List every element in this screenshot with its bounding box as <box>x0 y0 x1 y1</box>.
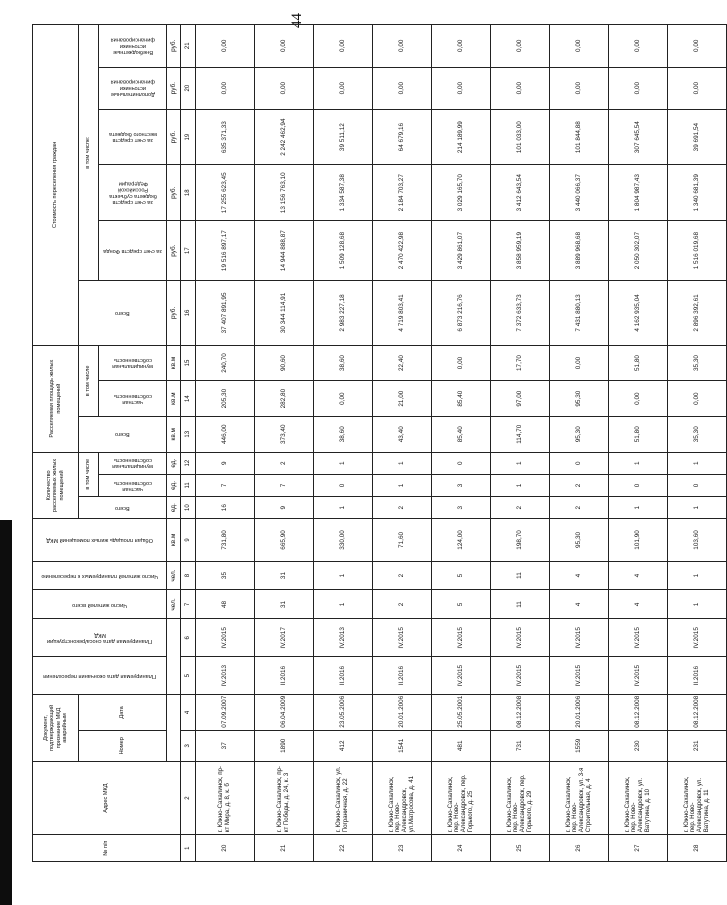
cell-a-priv: 282,80 <box>255 381 314 417</box>
column-number-cell: 5 <box>181 657 196 695</box>
cell-c-add: 0,00 <box>373 67 432 109</box>
unit-rub: руб. <box>167 67 181 109</box>
cell-r-tot: 1 <box>668 497 727 519</box>
cell-c-ext: 0,00 <box>373 25 432 68</box>
cell-a-mun: 35,30 <box>668 345 727 381</box>
header-area-total: Всего <box>79 416 167 452</box>
cell-a-mun: 0,00 <box>432 345 491 381</box>
header-planned-demolition: Планируемая дата сноса/реконструкции МКД <box>33 619 167 657</box>
column-number-cell: 15 <box>181 345 196 381</box>
cell-area-mkd: 330,00 <box>314 519 373 561</box>
cell-area-mkd: 103,60 <box>668 519 727 561</box>
cell-r-mun: 0 <box>550 452 609 474</box>
cell-c-tot: 4 162 935,04 <box>609 281 668 346</box>
cell-demol: IV.2015 <box>609 619 668 657</box>
column-number-cell: 6 <box>181 619 196 657</box>
header-area-private: частная собственность <box>99 381 167 417</box>
cell-c-reg: 1 804 987,43 <box>609 165 668 221</box>
cell-c-tot: 37 407 891,95 <box>196 281 255 346</box>
unit-people: чел. <box>167 561 181 590</box>
header-cost-incl: в том числе: <box>79 25 99 281</box>
cell-doc-date: 20.01.2006 <box>550 695 609 731</box>
header-area-group: Расселяемая площадь жилых помещений <box>33 345 79 452</box>
cell-doc-no: 230 <box>609 730 668 761</box>
cell-c-fund: 2 470 422,98 <box>373 221 432 281</box>
cell-r-tot: 9 <box>255 497 314 519</box>
cell-c-reg: 1 334 587,38 <box>314 165 373 221</box>
cell-a-priv: 205,30 <box>196 381 255 417</box>
cell-res-plan: 1 <box>314 561 373 590</box>
cell-res-all: 4 <box>609 590 668 619</box>
cell-r-mun: 1 <box>668 452 727 474</box>
header-cost-group: Стоимость переселения граждан <box>33 25 79 346</box>
cell-doc-no: 481 <box>432 730 491 761</box>
cell-c-add: 0,00 <box>491 67 550 109</box>
cell-a-tot: 43,40 <box>373 416 432 452</box>
cell-end: II.2016 <box>373 657 432 695</box>
cell-addr: г. Южно-Сахалинск, ул. Пограничная, д. 22 <box>314 761 373 834</box>
header-rooms-total: Всего <box>79 497 167 519</box>
cell-area-mkd: 101,90 <box>609 519 668 561</box>
cell-r-priv: 0 <box>609 474 668 496</box>
cell-c-ext: 0,00 <box>196 25 255 68</box>
cell-a-mun: 240,70 <box>196 345 255 381</box>
unit-rub: руб. <box>167 165 181 221</box>
cell-a-mun: 90,60 <box>255 345 314 381</box>
cell-r-priv: 7 <box>255 474 314 496</box>
table-row <box>432 25 491 862</box>
header-area-incl: в том числе <box>79 345 99 416</box>
cell-res-all: 48 <box>196 590 255 619</box>
cell-n: 23 <box>373 835 432 862</box>
column-number-cell: 10 <box>181 497 196 519</box>
cell-c-fund: 1 509 128,68 <box>314 221 373 281</box>
cell-c-fund: 2 050 302,07 <box>609 221 668 281</box>
column-number-cell: 2 <box>181 761 196 834</box>
page-number: 44 <box>289 13 305 28</box>
cell-r-mun: 1 <box>373 452 432 474</box>
cell-end: II.2016 <box>668 657 727 695</box>
cell-res-plan: 4 <box>550 561 609 590</box>
unit-rub: руб. <box>167 109 181 165</box>
cell-c-ext: 0,00 <box>491 25 550 68</box>
cell-c-loc: 39 511,12 <box>314 109 373 165</box>
header-residents-total: Число жителей всего <box>33 590 167 619</box>
cell-res-plan: 2 <box>373 561 432 590</box>
cell-c-ext: 0,00 <box>609 25 668 68</box>
cell-area-mkd: 731,80 <box>196 519 255 561</box>
cell-r-tot: 3 <box>432 497 491 519</box>
cell-a-tot: 51,80 <box>609 416 668 452</box>
unit-rub: руб. <box>167 25 181 68</box>
cell-a-mun: 22,40 <box>373 345 432 381</box>
unit-sqm: кв.м <box>167 416 181 452</box>
cell-end: IV.2015 <box>550 657 609 695</box>
cell-addr: г. Южно-Сахалинск, пер. Ново-Александровск, ул. Ватутина, д. 11 <box>668 761 727 834</box>
cell-res-all: 31 <box>255 590 314 619</box>
cell-end: IV.2015 <box>491 657 550 695</box>
cell-n: 28 <box>668 835 727 862</box>
cell-r-tot: 1 <box>314 497 373 519</box>
table-row <box>609 25 668 862</box>
header-doc-number: Номер <box>79 730 167 761</box>
column-number-cell: 12 <box>181 452 196 474</box>
cell-a-priv: 0,00 <box>668 381 727 417</box>
cell-c-loc: 214 189,99 <box>432 109 491 165</box>
header-rooms-group: Количество расселяемых жилых помещений <box>33 452 79 519</box>
cell-doc-no: 1541 <box>373 730 432 761</box>
cell-r-priv: 0 <box>314 474 373 496</box>
cell-c-loc: 635 371,33 <box>196 109 255 165</box>
cell-r-tot: 2 <box>373 497 432 519</box>
cell-doc-no: 1559 <box>550 730 609 761</box>
cell-end: II.2016 <box>255 657 314 695</box>
cell-a-tot: 114,70 <box>491 416 550 452</box>
cell-c-reg: 13 156 763,10 <box>255 165 314 221</box>
cell-c-ext: 0,00 <box>255 25 314 68</box>
cell-c-loc: 307 645,54 <box>609 109 668 165</box>
unit-sqm: кв.м <box>167 345 181 381</box>
header-rooms-municipal: муниципальная собственность <box>99 452 167 474</box>
table-row <box>491 25 550 862</box>
column-number-cell: 4 <box>181 695 196 731</box>
table-row <box>373 25 432 862</box>
cell-r-priv: 7 <box>196 474 255 496</box>
cell-a-priv: 97,00 <box>491 381 550 417</box>
cell-doc-date: 20.01.2006 <box>373 695 432 731</box>
cell-addr: г. Южно-Сахалинск, пер. Ново-Александровск, пер. Горького, д. 29 <box>491 761 550 834</box>
cell-r-tot: 1 <box>609 497 668 519</box>
cell-n: 27 <box>609 835 668 862</box>
cell-res-plan: 4 <box>609 561 668 590</box>
header-address: Адрес МКД <box>33 761 181 834</box>
cell-c-add: 0,00 <box>314 67 373 109</box>
cell-a-tot: 35,30 <box>668 416 727 452</box>
table-body <box>181 25 727 862</box>
cell-r-priv: 3 <box>432 474 491 496</box>
cell-c-ext: 0,00 <box>668 25 727 68</box>
cell-c-ext: 0,00 <box>550 25 609 68</box>
cell-addr: г. Южно-Сахалинск, пер. Ново-Александровск, пер. Горького, д. 25 <box>432 761 491 834</box>
cell-c-loc: 101 033,00 <box>491 109 550 165</box>
cell-a-mun: 0,00 <box>550 345 609 381</box>
cell-demol: IV.2015 <box>432 619 491 657</box>
cell-res-all: 1 <box>668 590 727 619</box>
cell-res-all: 11 <box>491 590 550 619</box>
cell-c-tot: 6 873 216,76 <box>432 281 491 346</box>
column-number-cell: 3 <box>181 730 196 761</box>
cell-c-fund: 3 858 959,19 <box>491 221 550 281</box>
cell-doc-no: 37 <box>196 730 255 761</box>
table-row <box>314 25 373 862</box>
column-number-row <box>181 25 196 862</box>
cell-r-priv: 1 <box>373 474 432 496</box>
cell-addr: г. Южно-Сахалинск, пер. Ново-Александровск, ул. Ватутина, д. 10 <box>609 761 668 834</box>
unit-rub: руб. <box>167 221 181 281</box>
cell-c-tot: 2 983 227,18 <box>314 281 373 346</box>
cell-a-mun: 17,70 <box>491 345 550 381</box>
cell-doc-no: 412 <box>314 730 373 761</box>
cell-r-mun: 1 <box>491 452 550 474</box>
column-number-cell: 9 <box>181 519 196 561</box>
rotated-table-wrapper <box>32 24 710 862</box>
cell-demol: IV.2015 <box>550 619 609 657</box>
cell-end: II.2016 <box>314 657 373 695</box>
cell-res-plan: 35 <box>196 561 255 590</box>
cell-res-plan: 11 <box>491 561 550 590</box>
cell-doc-no: 731 <box>491 730 550 761</box>
cell-c-loc: 64 679,16 <box>373 109 432 165</box>
table-header <box>33 25 181 862</box>
cell-c-tot: 30 344 114,91 <box>255 281 314 346</box>
column-number-cell: 19 <box>181 109 196 165</box>
cell-doc-date: 06.04.2009 <box>255 695 314 731</box>
cell-res-plan: 31 <box>255 561 314 590</box>
table-row <box>550 25 609 862</box>
cell-c-loc: 101 844,88 <box>550 109 609 165</box>
cell-n: 21 <box>255 835 314 862</box>
cell-doc-no: 231 <box>668 730 727 761</box>
cell-res-all: 1 <box>314 590 373 619</box>
cell-a-mun: 38,60 <box>314 345 373 381</box>
cell-n: 26 <box>550 835 609 862</box>
cell-r-priv: 1 <box>491 474 550 496</box>
cell-res-all: 4 <box>550 590 609 619</box>
header-residents-planned: Число жителей планируемых к переселению <box>33 561 167 590</box>
cell-a-tot: 95,30 <box>550 416 609 452</box>
cell-demol: IV.2017 <box>255 619 314 657</box>
cell-area-mkd: 95,30 <box>550 519 609 561</box>
cell-c-reg: 3 440 066,37 <box>550 165 609 221</box>
cell-r-mun: 2 <box>255 452 314 474</box>
cell-c-fund: 14 944 888,87 <box>255 221 314 281</box>
cell-a-priv: 0,00 <box>609 381 668 417</box>
column-number-cell: 1 <box>181 835 196 862</box>
column-number-cell: 8 <box>181 561 196 590</box>
units-empty-2 <box>167 619 181 695</box>
cell-a-tot: 38,60 <box>314 416 373 452</box>
cell-a-tot: 373,40 <box>255 416 314 452</box>
cell-c-tot: 4 719 803,41 <box>373 281 432 346</box>
column-number-cell: 7 <box>181 590 196 619</box>
cell-a-priv: 0,00 <box>314 381 373 417</box>
header-planned-end: Планируемая дата окончания переселения <box>33 657 167 695</box>
cell-c-fund: 19 516 897,17 <box>196 221 255 281</box>
cell-res-plan: 5 <box>432 561 491 590</box>
cell-demol: IV.2013 <box>314 619 373 657</box>
header-num: № п/п <box>33 835 181 862</box>
header-cost-additional: Дополнительные источники финансирования <box>99 67 167 109</box>
column-number-cell: 11 <box>181 474 196 496</box>
cell-r-priv: 2 <box>550 474 609 496</box>
table-row <box>255 25 314 862</box>
cell-c-ext: 0,00 <box>432 25 491 68</box>
column-number-cell: 20 <box>181 67 196 109</box>
cell-res-all: 5 <box>432 590 491 619</box>
cell-doc-date: 08.12.2008 <box>668 695 727 731</box>
cell-c-tot: 7 372 633,73 <box>491 281 550 346</box>
column-number-cell: 18 <box>181 165 196 221</box>
cell-c-tot: 7 431 880,13 <box>550 281 609 346</box>
units-empty <box>167 695 181 762</box>
cell-c-reg: 17 255 623,45 <box>196 165 255 221</box>
cell-a-priv: 95,30 <box>550 381 609 417</box>
cell-r-priv: 0 <box>668 474 727 496</box>
cell-c-add: 0,00 <box>255 67 314 109</box>
cell-a-priv: 21,00 <box>373 381 432 417</box>
cell-r-mun: 9 <box>196 452 255 474</box>
header-cost-total: Всего <box>79 281 167 346</box>
cell-c-reg: 3 412 643,54 <box>491 165 550 221</box>
cell-demol: IV.2015 <box>373 619 432 657</box>
unit-people: чел. <box>167 590 181 619</box>
cell-c-add: 0,00 <box>668 67 727 109</box>
cell-c-reg: 1 340 681,39 <box>668 165 727 221</box>
cell-doc-date: 08.12.2008 <box>609 695 668 731</box>
cell-demol: IV.2015 <box>491 619 550 657</box>
cell-r-tot: 2 <box>491 497 550 519</box>
cell-c-fund: 3 429 861,07 <box>432 221 491 281</box>
scan-edge-shadow <box>0 520 12 905</box>
cell-a-tot: 85,40 <box>432 416 491 452</box>
cell-c-ext: 0,00 <box>314 25 373 68</box>
cell-doc-date: 23.05.2006 <box>314 695 373 731</box>
cell-c-add: 0,00 <box>432 67 491 109</box>
header-rooms-incl: в том числе <box>79 452 99 497</box>
cell-c-add: 0,00 <box>550 67 609 109</box>
header-doc-group: Документ, подтверждающий признание МКД аварийным <box>33 695 79 762</box>
header-total-area: Общая площадь жилых помещений МКД <box>33 519 167 561</box>
cell-n: 25 <box>491 835 550 862</box>
cell-doc-date: 08.12.2008 <box>491 695 550 731</box>
table-row <box>196 25 255 862</box>
unit-sqm: кв.м <box>167 381 181 417</box>
unit-units: ед. <box>167 497 181 519</box>
cell-doc-date: 25.05.2001 <box>432 695 491 731</box>
cell-c-add: 0,00 <box>609 67 668 109</box>
cell-n: 20 <box>196 835 255 862</box>
cell-addr: г. Южно-Сахалинск, пр-кт Победы, д. 24, к. 3 <box>255 761 314 834</box>
resettlement-table <box>32 24 727 862</box>
column-number-cell: 17 <box>181 221 196 281</box>
header-cost-excess: Внебюджетные источники финансирования <box>99 25 167 68</box>
cell-n: 24 <box>432 835 491 862</box>
cell-c-loc: 2 242 462,94 <box>255 109 314 165</box>
column-number-cell: 16 <box>181 281 196 346</box>
header-cost-local: за счет средств местного бюджета <box>99 109 167 165</box>
cell-area-mkd: 665,90 <box>255 519 314 561</box>
header-rooms-private: частная собственность <box>99 474 167 496</box>
unit-sqm: кв.м <box>167 519 181 561</box>
cell-addr: г. Южно-Сахалинск, пер. Ново-Александровск, ул.Матросова, д. 41 <box>373 761 432 834</box>
cell-c-fund: 1 516 019,68 <box>668 221 727 281</box>
cell-r-mun: 1 <box>609 452 668 474</box>
cell-c-reg: 3 029 165,70 <box>432 165 491 221</box>
cell-n: 22 <box>314 835 373 862</box>
cell-demol: IV.2015 <box>668 619 727 657</box>
cell-demol: IV.2015 <box>196 619 255 657</box>
cell-area-mkd: 124,00 <box>432 519 491 561</box>
cell-a-mun: 51,80 <box>609 345 668 381</box>
column-number-cell: 21 <box>181 25 196 68</box>
header-area-municipal: муниципальная собственность <box>99 345 167 381</box>
cell-a-tot: 446,00 <box>196 416 255 452</box>
cell-c-fund: 3 889 968,68 <box>550 221 609 281</box>
cell-addr: г. Южно-Сахалинск, пер. Ново-Александровск, ул. 3-я Строительная, д. 4 <box>550 761 609 834</box>
cell-r-tot: 2 <box>550 497 609 519</box>
cell-r-mun: 0 <box>432 452 491 474</box>
cell-end: IV.2015 <box>432 657 491 695</box>
unit-units: ед. <box>167 474 181 496</box>
unit-units: ед. <box>167 452 181 474</box>
header-doc-date: Дата <box>79 695 167 731</box>
cell-res-all: 2 <box>373 590 432 619</box>
cell-area-mkd: 71,60 <box>373 519 432 561</box>
unit-rub: руб. <box>167 281 181 346</box>
cell-addr: г. Южно-Сахалинск, пр-кт Мира, д. 8, к. б <box>196 761 255 834</box>
cell-end: IV.2013 <box>196 657 255 695</box>
column-number-cell: 13 <box>181 416 196 452</box>
cell-c-loc: 39 691,54 <box>668 109 727 165</box>
header-cost-regional: за счет средств бюджета субъекта Российской Федерации <box>99 165 167 221</box>
cell-doc-no: 1890 <box>255 730 314 761</box>
cell-a-priv: 85,40 <box>432 381 491 417</box>
table-row <box>668 25 727 862</box>
cell-doc-date: 07.09.2007 <box>196 695 255 731</box>
cell-res-plan: 1 <box>668 561 727 590</box>
cell-c-reg: 2 184 703,27 <box>373 165 432 221</box>
cell-c-add: 0,00 <box>196 67 255 109</box>
column-number-cell: 14 <box>181 381 196 417</box>
cell-r-mun: 1 <box>314 452 373 474</box>
cell-end: IV.2015 <box>609 657 668 695</box>
cell-area-mkd: 198,70 <box>491 519 550 561</box>
header-cost-fund: за счет средств Фонда <box>99 221 167 281</box>
cell-c-tot: 2 896 392,61 <box>668 281 727 346</box>
cell-r-tot: 16 <box>196 497 255 519</box>
